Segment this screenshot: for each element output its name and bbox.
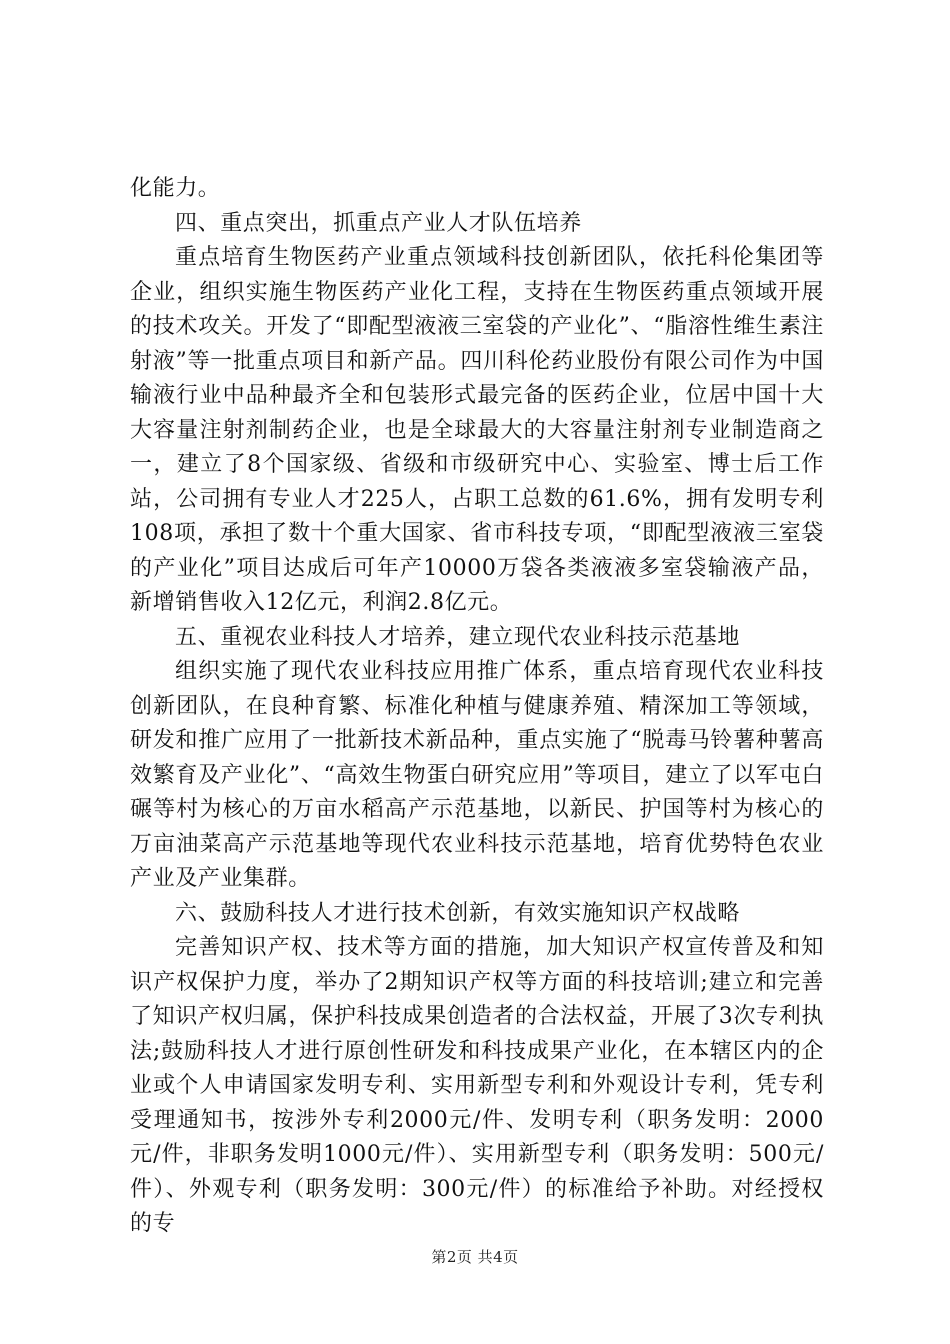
- paragraph-continuation: 化能力。: [130, 176, 221, 201]
- section-heading-6: 六、鼓励科技人才进行技术创新，有效实施知识产权战略: [175, 900, 741, 926]
- paragraph-section-6: 完善知识产权、技术等方面的措施，加大知识产权宣传普及和知识产权保护力度，举办了2期知识产权等方面的科技培训;建立和完善了知识产权归属，保护科技成果创造者的合法权益，开展了3次专利执法;鼓励科技人才进行原创性研发和科技成果产业化，在本辖区内的企业或个人申请国家发明专利、实用新型专利和外观设计专利，凭专利受理通知书，按涉外专利2000元/件、发明专利（职务发明：2000元/件，非职务发明1000元/件）、实用新型专利（职务发明：500元/件）、外观专利（职务发明：300元/件）的标准给予补助。对经授权的专: [130, 935, 824, 1236]
- section-heading-5: 五、重视农业科技人才培养，建立现代农业科技示范基地: [175, 624, 741, 650]
- page-number-footer: 第2页 共4页: [431, 1248, 519, 1266]
- section-heading-4: 四、重点突出，抓重点产业人才队伍培养: [175, 210, 582, 236]
- paragraph-section-5: 组织实施了现代农业科技应用推广体系，重点培育现代农业科技创新团队，在良种育繁、标准化种植与健康养殖、精深加工等领域，研发和推广应用了一批新技术新品种，重点实施了“脱毒马铃薯种薯高效繁育及产业化”、“高效生物蛋白研究应用”等项目，建立了以军屯白碾等村为核心的万亩水稻高产示范基地，以新民、护国等村为核心的万亩油菜高产示范基地等现代农业科技示范基地，培育优势特色农业产业及产业集群。: [130, 659, 824, 891]
- document-body: [130, 172, 824, 1242]
- paragraph-section-4: 重点培育生物医药产业重点领域科技创新团队，依托科伦集团等企业，组织实施生物医药产业化工程，支持在生物医药重点领域开展的技术攻关。开发了“即配型液液三室袋的产业化”、“脂溶性维生素注射液”等一批重点项目和新产品。四川科伦药业股份有限公司作为中国输液行业中品种最齐全和包装形式最完备的医药企业，位居中国十大大容量注射剂制药企业，也是全球最大的大容量注射剂专业制造商之一，建立了8个国家级、省级和市级研究中心、实验室、博士后工作站，公司拥有专业人才225人，占职工总数的61.6%，拥有发明专利108项，承担了数十个重大国家、省市科技专项，“即配型液液三室袋的产业化”项目达成后可年产10000万袋各类液液多室袋输液产品，新增销售收入12亿元，利润2.8亿元。: [130, 245, 824, 615]
